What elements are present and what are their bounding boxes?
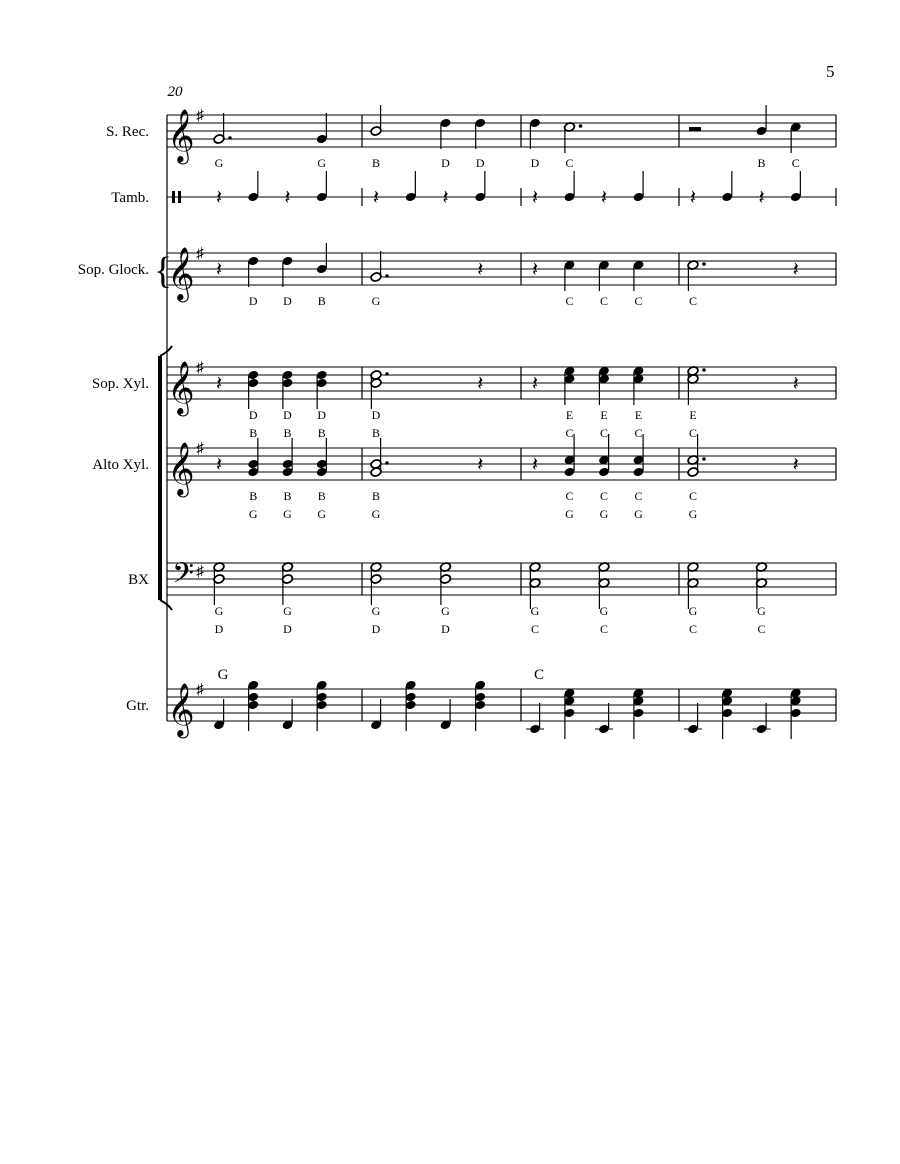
quarter-rest: 𝄽 bbox=[284, 187, 291, 209]
note-letter-label: E bbox=[565, 408, 574, 422]
quarter-rest: 𝄽 bbox=[531, 259, 539, 281]
instrument-name-glock: Sop. Glock. bbox=[77, 262, 149, 278]
note-letter-label: G bbox=[248, 507, 258, 521]
key-signature-sharp-icon: ♯ bbox=[196, 682, 204, 698]
note-letter-label: C bbox=[565, 294, 574, 308]
note-letter-label: D bbox=[283, 622, 292, 636]
measure-number: 20 bbox=[167, 84, 183, 100]
quarter-rest: 𝄽 bbox=[477, 259, 484, 281]
key-signature-sharp-icon: ♯ bbox=[196, 360, 204, 376]
quarter-rest: 𝄽 bbox=[689, 187, 697, 209]
treble-clef-icon: 𝄞 bbox=[167, 248, 195, 299]
quarter-rest: 𝄽 bbox=[215, 187, 223, 209]
note-letter-label: G bbox=[317, 507, 327, 521]
note-letter-label: E bbox=[600, 408, 608, 422]
note-letter-label: D bbox=[530, 156, 540, 170]
quarter-rest: 𝄽 bbox=[477, 373, 484, 395]
note-letter-label: B bbox=[249, 426, 258, 440]
note-letter-label: D bbox=[283, 294, 292, 308]
note-letter-label: G bbox=[214, 604, 224, 618]
note-letter-label: C bbox=[688, 294, 698, 308]
key-signature-sharp-icon: ♯ bbox=[196, 564, 204, 580]
note-letter-label: C bbox=[599, 489, 609, 503]
augmentation-dot bbox=[579, 124, 583, 128]
note-letter-label: C bbox=[565, 156, 574, 170]
percussion-clef-icon bbox=[178, 191, 181, 203]
note-letter-label: D bbox=[248, 294, 258, 308]
note-letter-label: D bbox=[475, 156, 485, 170]
note-letter-label: D bbox=[214, 622, 224, 636]
note-letter-label: G bbox=[599, 507, 609, 521]
bracket-top-hook bbox=[160, 346, 172, 356]
note-letter-label: G bbox=[371, 507, 381, 521]
note-letter-label: C bbox=[634, 426, 643, 440]
augmentation-dot bbox=[385, 461, 389, 465]
note-letter-label: B bbox=[283, 426, 292, 440]
note-letter-label: B bbox=[317, 489, 326, 503]
quarter-rest: 𝄽 bbox=[215, 373, 223, 395]
note-letter-label: C bbox=[688, 426, 698, 440]
note-letter-label: D bbox=[248, 408, 258, 422]
note-letter-label: D bbox=[371, 622, 381, 636]
instrument-name-axyl: Alto Xyl. bbox=[92, 457, 149, 473]
bass-clef-icon: 𝄢 bbox=[172, 559, 194, 596]
note-letter-label: D bbox=[283, 408, 292, 422]
quarter-rest: 𝄽 bbox=[372, 187, 380, 209]
chord-symbol: C bbox=[533, 667, 545, 683]
note-letter-label: G bbox=[317, 156, 327, 170]
quarter-rest: 𝄽 bbox=[477, 454, 484, 476]
note-letter-label: D bbox=[441, 622, 450, 636]
note-letter-label: C bbox=[634, 294, 643, 308]
note-letter-label: B bbox=[283, 489, 292, 503]
note-letter-label: C bbox=[599, 426, 609, 440]
note-letter-label: C bbox=[530, 622, 540, 636]
note-letter-label: C bbox=[688, 489, 698, 503]
half-rest bbox=[689, 127, 701, 131]
note-letter-label: B bbox=[317, 426, 326, 440]
note-letter-label: C bbox=[599, 294, 609, 308]
note-letter-label: E bbox=[634, 408, 643, 422]
note-letter-label: G bbox=[371, 294, 381, 308]
augmentation-dot bbox=[385, 372, 389, 376]
quarter-rest: 𝄽 bbox=[442, 187, 449, 209]
key-signature-sharp-icon: ♯ bbox=[196, 108, 204, 124]
quarter-rest: 𝄽 bbox=[600, 187, 608, 209]
note-letter-label: B bbox=[371, 156, 381, 170]
note-letter-label: D bbox=[371, 408, 381, 422]
treble-clef-icon: 𝄞 bbox=[167, 362, 195, 413]
note-letter-label: G bbox=[283, 604, 292, 618]
augmentation-dot bbox=[385, 274, 389, 278]
note-letter-label: G bbox=[565, 507, 574, 521]
quarter-rest: 𝄽 bbox=[792, 373, 799, 395]
note-letter-label: E bbox=[689, 408, 697, 422]
note-letter-label: G bbox=[688, 507, 698, 521]
key-signature-sharp-icon: ♯ bbox=[196, 441, 204, 457]
augmentation-dot bbox=[702, 457, 706, 461]
instrument-name-sxyl: Sop. Xyl. bbox=[91, 376, 149, 392]
quarter-rest: 𝄽 bbox=[531, 373, 539, 395]
treble-clef-icon: 𝄞 bbox=[167, 684, 195, 735]
note-letter-label: G bbox=[283, 507, 292, 521]
note-letter-label: C bbox=[634, 489, 643, 503]
note-letter-label: G bbox=[599, 604, 609, 618]
note-letter-label: C bbox=[599, 622, 609, 636]
bracket-bottom-hook bbox=[160, 600, 172, 610]
quarter-rest: 𝄽 bbox=[758, 187, 765, 209]
note-letter-label: C bbox=[565, 426, 574, 440]
note-letter-label: C bbox=[565, 489, 574, 503]
note-letter-label: C bbox=[791, 156, 800, 170]
quarter-rest: 𝄽 bbox=[531, 187, 539, 209]
note-letter-label: G bbox=[688, 604, 698, 618]
augmentation-dot bbox=[702, 262, 706, 266]
key-signature-sharp-icon: ♯ bbox=[196, 246, 204, 262]
quarter-rest: 𝄽 bbox=[792, 454, 799, 476]
note-letter-label: D bbox=[441, 156, 450, 170]
note-letter-label: G bbox=[441, 604, 450, 618]
percussion-clef-icon bbox=[172, 191, 175, 203]
instrument-name-srec: S. Rec. bbox=[106, 124, 149, 140]
note-letter-label: G bbox=[757, 604, 766, 618]
quarter-rest: 𝄽 bbox=[792, 259, 799, 281]
note-letter-label: C bbox=[688, 622, 698, 636]
quarter-rest: 𝄽 bbox=[215, 259, 223, 281]
treble-clef-icon: 𝄞 bbox=[167, 110, 195, 161]
page-number: 5 bbox=[826, 62, 835, 81]
instrument-name-gtr: Gtr. bbox=[126, 698, 149, 714]
note-letter-label: C bbox=[757, 622, 766, 636]
quarter-rest: 𝄽 bbox=[215, 454, 223, 476]
treble-clef-icon: 𝄞 bbox=[167, 443, 195, 494]
augmentation-dot bbox=[702, 368, 706, 372]
note-letter-label: D bbox=[317, 408, 327, 422]
note-letter-label: G bbox=[530, 604, 540, 618]
note-letter-label: B bbox=[249, 489, 258, 503]
note-letter-label: B bbox=[757, 156, 766, 170]
note-letter-label: B bbox=[371, 489, 381, 503]
chord-symbol: G bbox=[217, 667, 229, 683]
note-letter-label: G bbox=[634, 507, 643, 521]
glock-brace: { bbox=[153, 250, 173, 292]
instrument-name-tamb: Tamb. bbox=[111, 190, 149, 206]
note-letter-label: B bbox=[317, 294, 326, 308]
note-letter-label: G bbox=[214, 156, 224, 170]
quarter-rest: 𝄽 bbox=[531, 454, 539, 476]
note-letter-label: G bbox=[371, 604, 381, 618]
note-letter-label: B bbox=[371, 426, 381, 440]
instrument-name-bx: BX bbox=[128, 572, 149, 588]
augmentation-dot bbox=[228, 136, 232, 140]
